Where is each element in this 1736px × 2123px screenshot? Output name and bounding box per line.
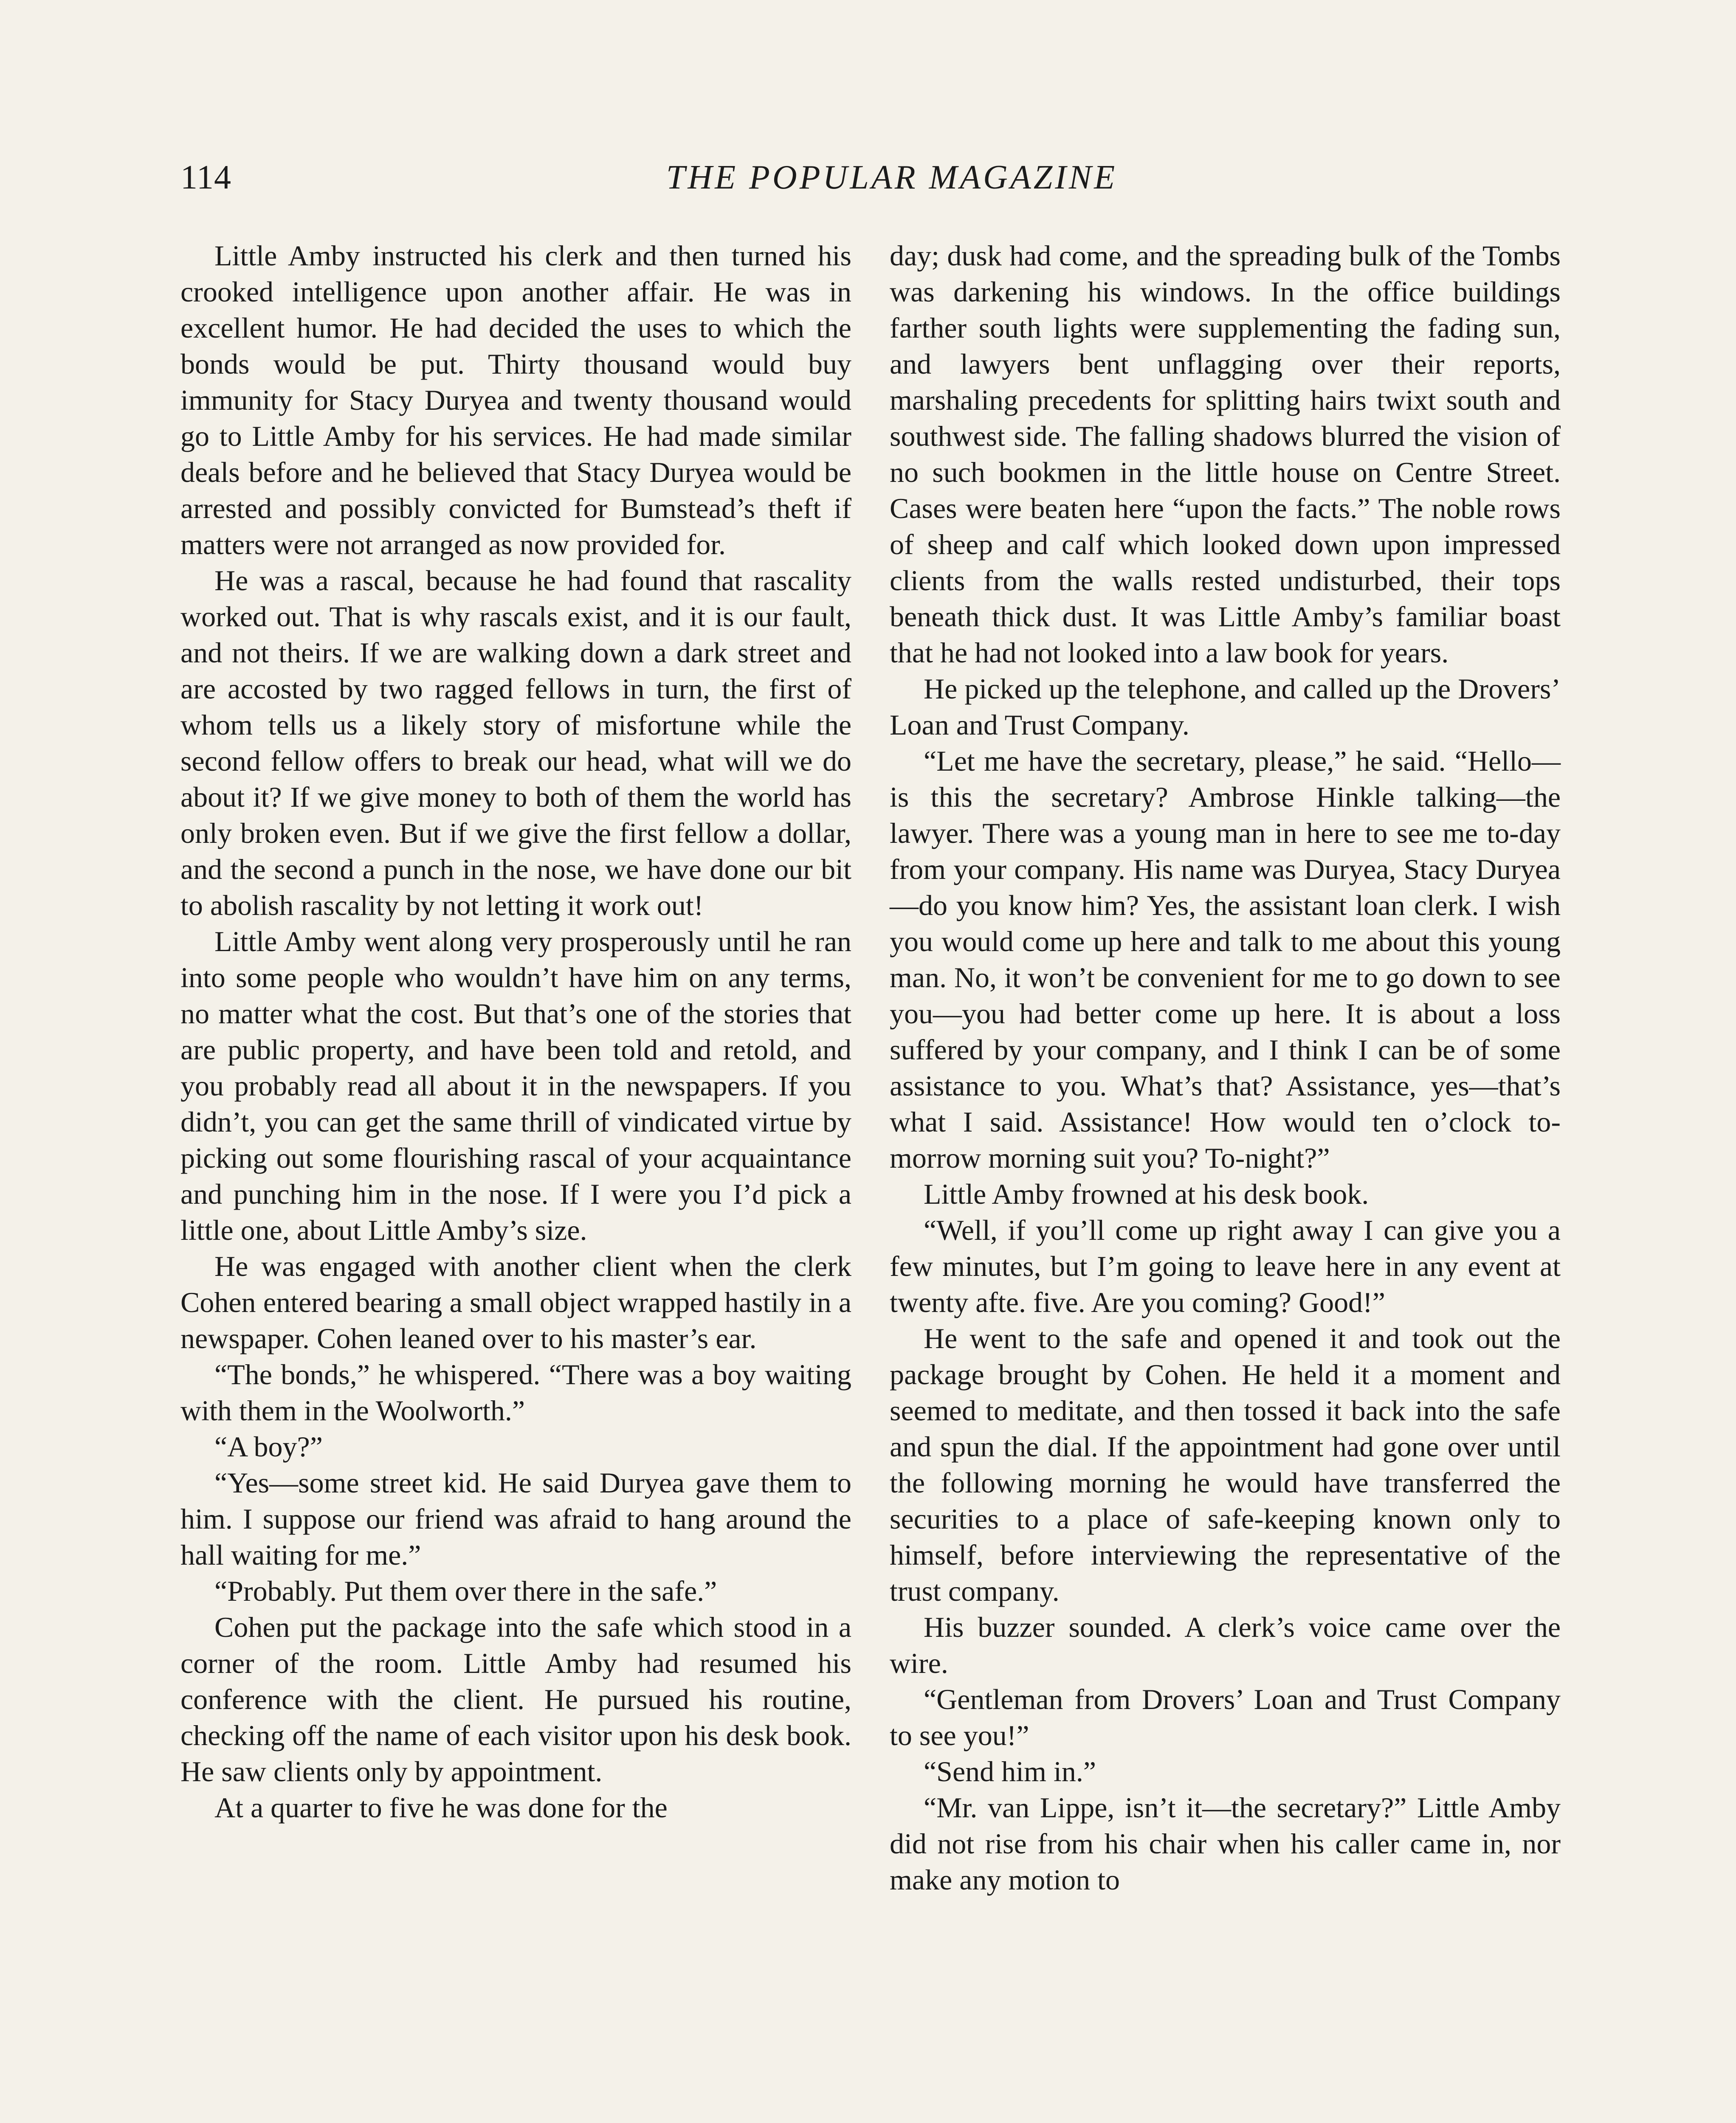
paragraph: His buzzer sounded. A clerk’s voice came over the wire. [890,1611,1561,1679]
paragraph: “Probably. Put them over there in the safe.” [214,1575,717,1607]
paragraph: At a quarter to five he was done for the [214,1791,668,1824]
paragraph-continuation: day; dusk had come, and the spreading bulk of the Tombs was darkening his windows. In the office buildings farther south lights were supplementing the fading sun, and lawyers bent unflagging over their reports, marshaling precedents for splitting hairs twixt south and southwest side. The falling shadows blurred the vision of no such bookmen in the little house on Centre Street. Cases were beaten here “upon the facts.” The noble rows of sheep and calf which looked down upon impressed clients from the walls rested undisturbed, their tops beneath thick dust. It was Little Amby’s familiar boast that he had not looked into a law book for years. [890,239,1561,669]
paragraph: Little Amby instructed his clerk and then turned his crooked intelligence upon another affair. He was in excellent humor. He had decided the uses to which the bonds would be put. Thirty thousand would buy immunity for Stacy Duryea and twenty thousand would go to Little Amby for his services. He had made similar deals before and he believed that Stacy Duryea would be arrested and possibly convicted for Bumstead’s theft if matters were not arranged as now provided for. [180,239,851,560]
paragraph: Little Amby frowned at his desk book. [924,1178,1369,1210]
right-column [890,238,1561,1898]
paragraph: “Let me have the secretary, please,” he said. “Hello—is this the secretary? Ambrose Hinkle talking—the lawyer. There was a young man in here to see me to-day from your company. His name was Duryea, Stacy Duryea—do you know him? Yes, the assistant loan clerk. I wish you would come up here and talk to me about this young man. No, it won’t be convenient for me to go down to see you—you had better come up here. It is about a loss suffered by your company, and I think I can be of some assistance to you. What’s that? Assistance, yes—that’s what I said. Assistance! How would ten o’clock to-morrow morning suit you? To-night?” [890,745,1561,1174]
paragraph: He was engaged with another client when the clerk Cohen entered bearing a small object wrapped hastily in a newspaper. Cohen leaned over to his master’s ear. [180,1250,851,1354]
paragraph: “Well, if you’ll come up right away I can give you a few minutes, but I’m going to leave here in any event at twenty afte. five. Are you coming? Good!” [890,1214,1561,1318]
paragraph: “Send him in.” [924,1755,1096,1788]
paragraph: “The bonds,” he whispered. “There was a boy waiting with them in the Woolworth.” [180,1358,851,1427]
paragraph: Little Amby went along very prosperously until he ran into some people who wouldn’t have him on any terms, no matter what the cost. But that’s one of the stories that are public property, and have been told and retold, and you probably read all about it in the newspapers. If you didn’t, you can get the same thrill of vindicated virtue by picking out some flourishing rascal of your acquaintance and punching him in the nose. If I were you I’d pick a little one, about Little Amby’s size. [180,925,851,1246]
running-head: THE POPULAR MAGAZINE [666,159,1118,196]
paragraph: “Gentleman from Drovers’ Loan and Trust Company to see you!” [890,1683,1561,1751]
paragraph: “Yes—some street kid. He said Duryea gave them to him. I suppose our friend was afraid to hang around the hall waiting for me.” [180,1467,851,1571]
paragraph: He picked up the telephone, and called up the Drovers’ Loan and Trust Company. [890,673,1561,741]
paragraph: Cohen put the package into the safe which stood in a corner of the room. Little Amby had resumed his conference with the client. He pursued his routine, checking off the name of each visitor upon his desk book. He saw clients only by appointment. [180,1611,851,1788]
paragraph: “Mr. van Lippe, isn’t it—the secretary?” Little Amby did not rise from his chair when his caller came in, nor make any motion to [890,1791,1561,1896]
paragraph: He was a rascal, because he had found that rascality worked out. That is why rascals exist, and it is our fault, and not theirs. If we are walking down a dark street and are accosted by two ragged fellows in turn, the first of whom tells us a likely story of misfortune while the second fellow offers to break our head, what will we do about it? If we give money to both of them the world has only broken even. But if we give the first fellow a dollar, and the second a punch in the nose, we have done our bit to abolish rascality by not letting it work out! [180,564,851,921]
page-number: 114 [180,159,232,196]
left-column [180,238,851,1826]
paragraph: “A boy?” [214,1430,323,1463]
paragraph: He went to the safe and opened it and took out the package brought by Cohen. He held it a moment and seemed to meditate, and then tossed it back into the safe and spun the dial. If the appointment had gone over until the following morning he would have transferred the securities to a place of safe-keeping known only to himself, before interviewing the representative of the trust company. [890,1322,1561,1607]
